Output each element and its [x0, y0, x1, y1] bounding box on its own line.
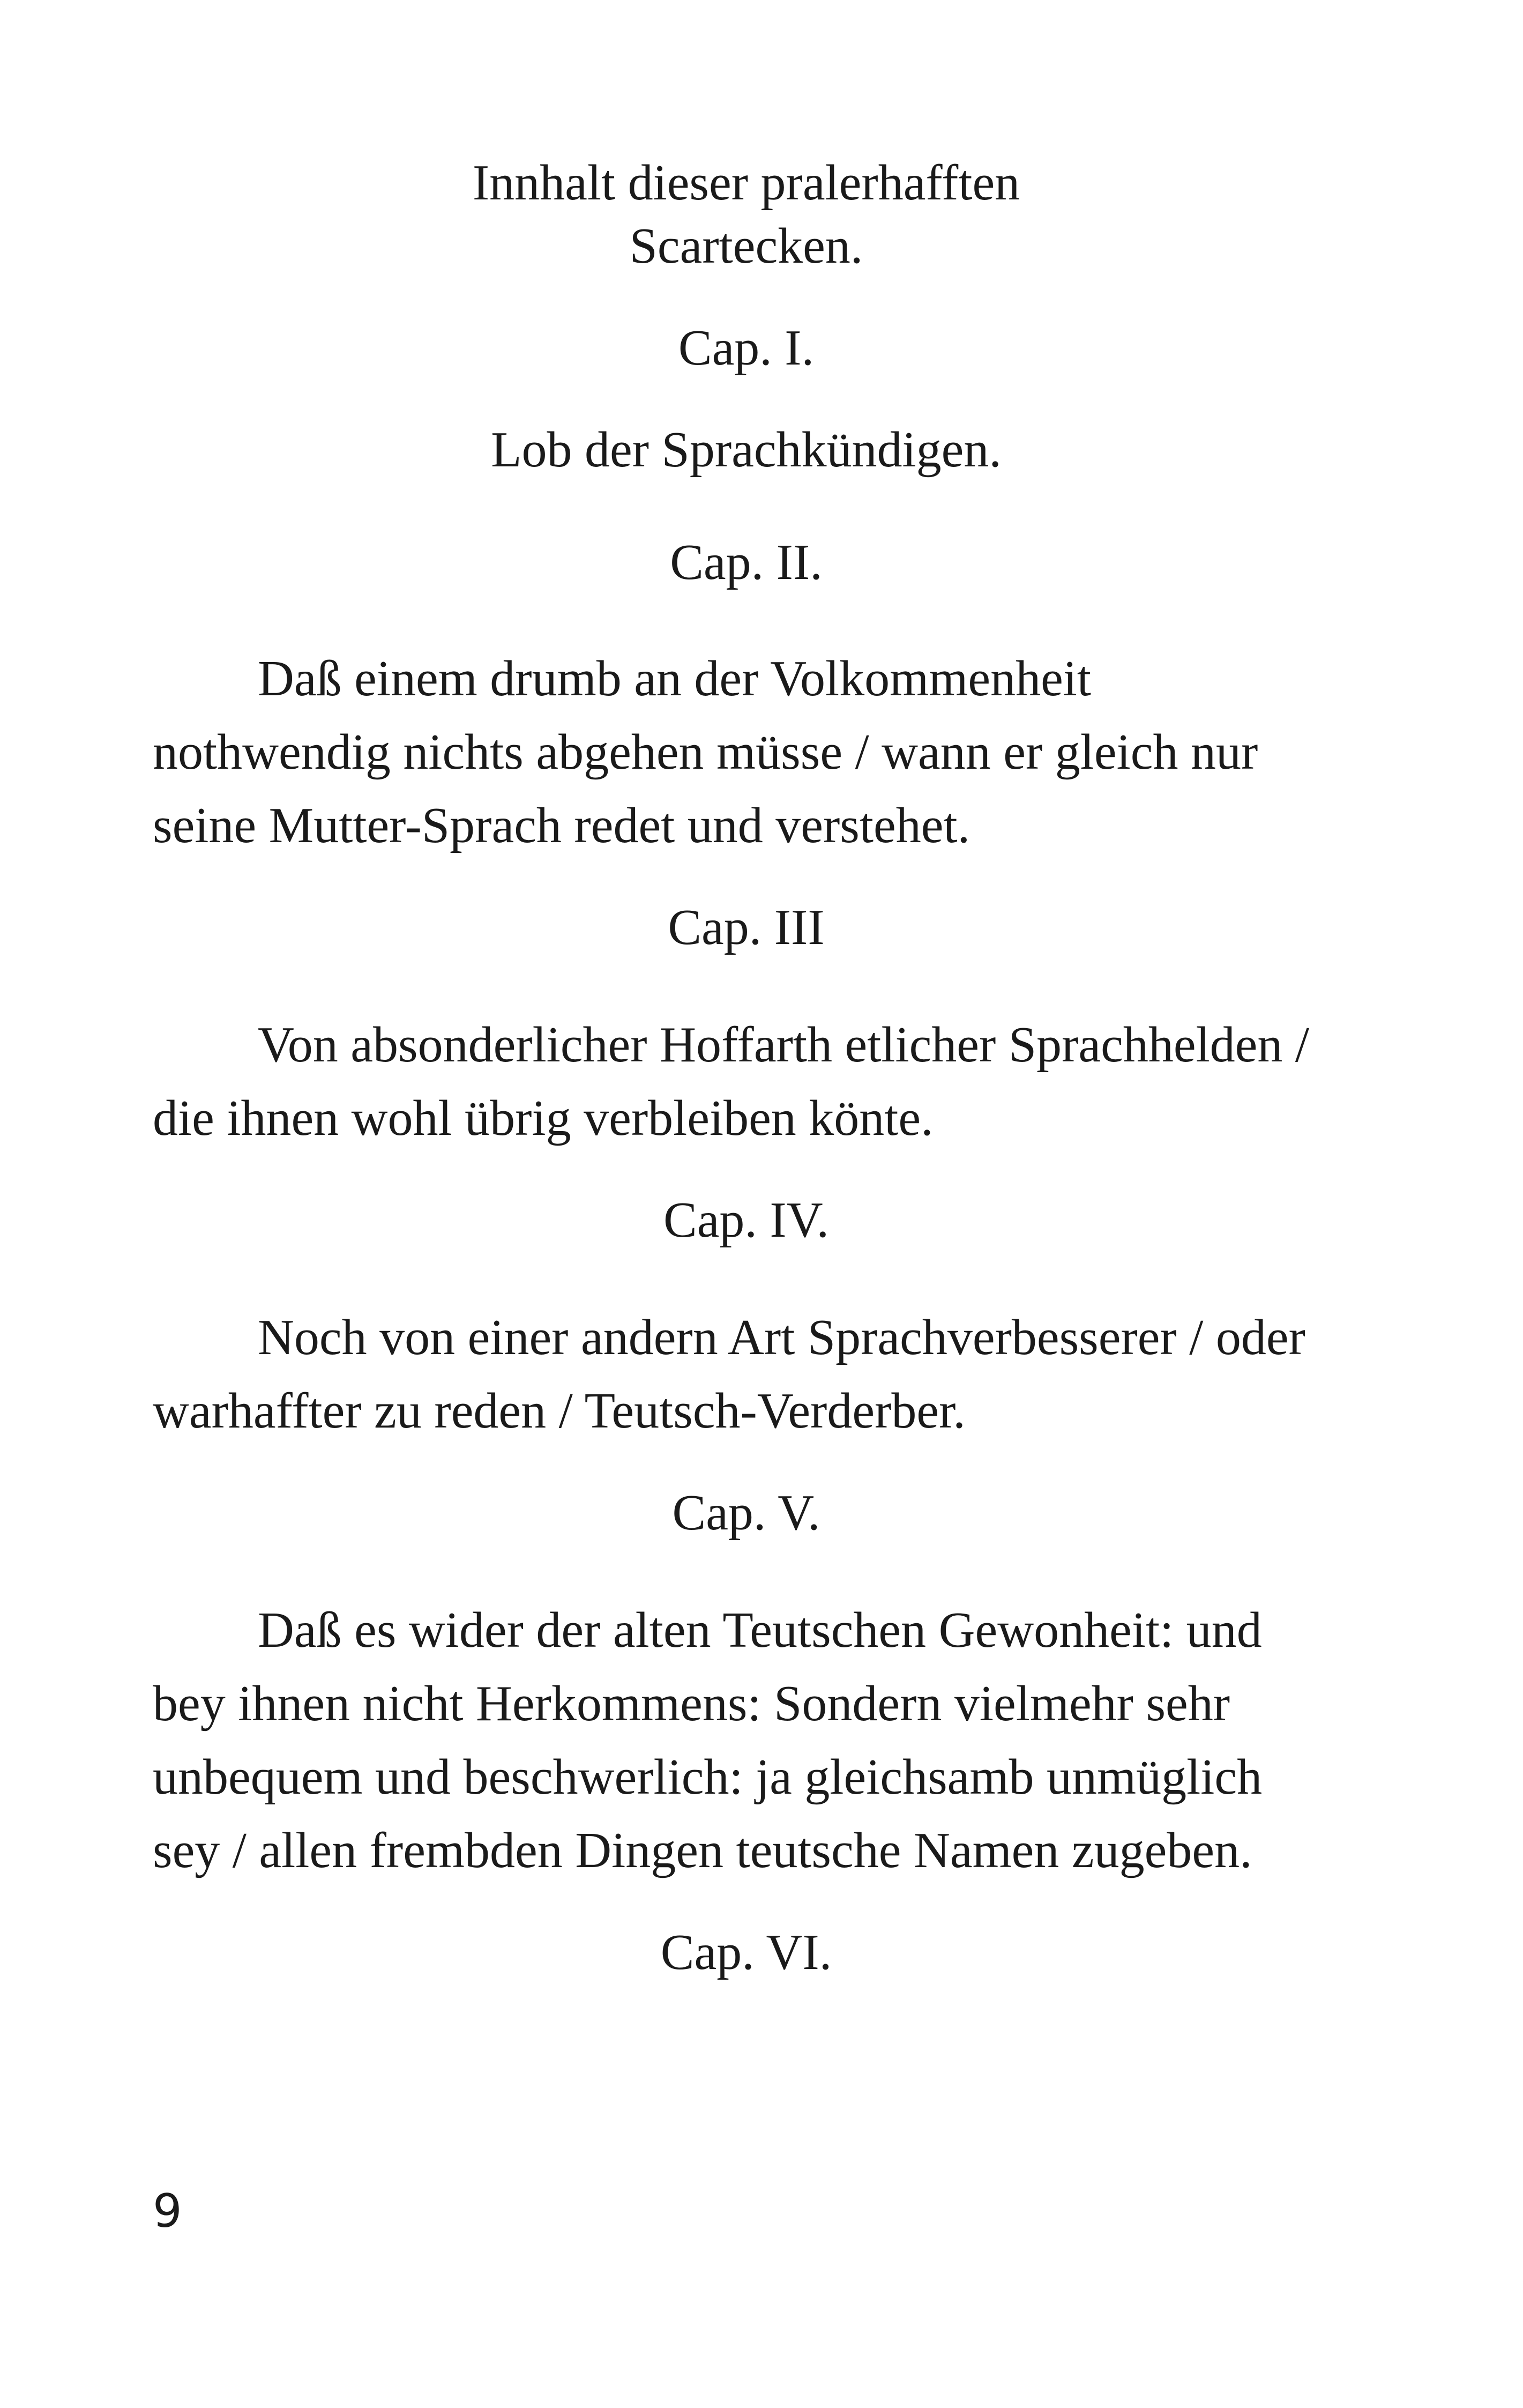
chapter-5-text: Daß es wider der alten Teutschen Gewonheit: und bey ihnen nicht Herkommens: Sondern vielmehr sehr unbequem und beschwerlich: ja gleichsamb unmüglich sey / allen frembden Dingen teutsche Namen zugeben.: [153, 1602, 1263, 1878]
page-content: [153, 151, 1340, 1984]
chapter-4-label: Cap. IV.: [663, 1192, 829, 1248]
contents-heading-line-2: Scartecken.: [629, 218, 863, 274]
chapter-1-text: Lob der Sprachkündigen.: [491, 422, 1002, 478]
page-number: 9: [153, 2184, 182, 2238]
chapter-2-label: Cap. II.: [670, 534, 823, 590]
chapter-3-label: Cap. III: [668, 900, 825, 955]
chapter-1-label: Cap. I.: [678, 320, 815, 376]
chapter-3-text: Von absonderlicher Hoffarth etlicher Sprachhelden / die ihnen wohl übrig verbleiben könte.: [153, 1017, 1310, 1146]
contents-heading-line-1: Innhalt dieser pralerhafften: [472, 155, 1020, 211]
chapter-6-label: Cap. VI.: [660, 1924, 832, 1980]
chapter-2-text: Daß einem drumb an der Volkommenheit nothwendig nichts abgehen müsse / wann er gleich nur seine Mutter-Sprach redet und verstehet.: [153, 651, 1258, 853]
contents-heading: [153, 151, 1340, 278]
chapter-4-text: Noch von einer andern Art Sprachverbesserer / oder warhaffter zu reden / Teutsch-Verderber.: [153, 1310, 1305, 1439]
chapter-5-label: Cap. V.: [672, 1485, 820, 1541]
